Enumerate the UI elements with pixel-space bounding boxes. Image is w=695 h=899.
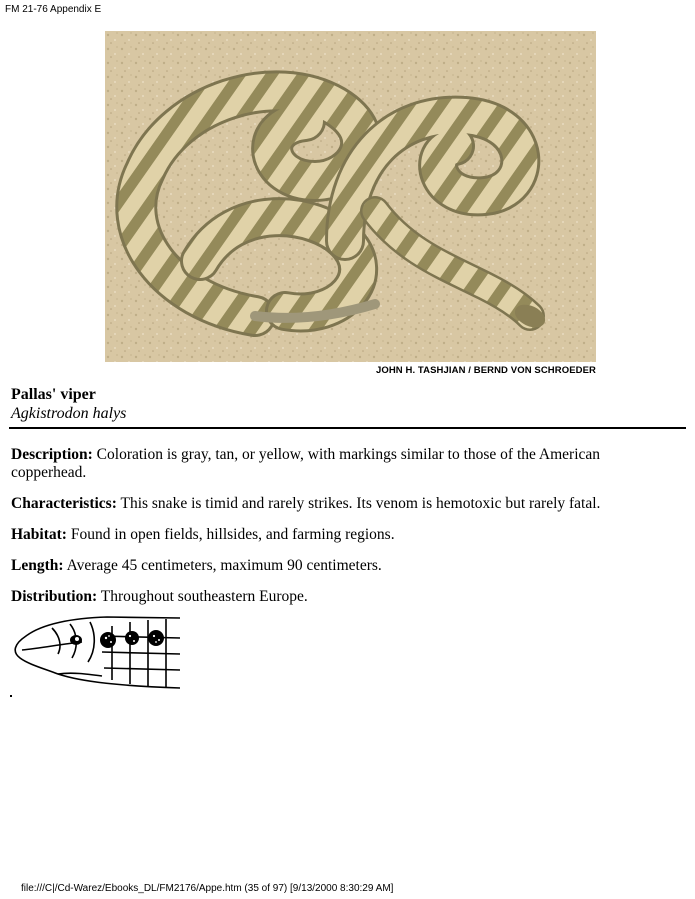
description-text: Coloration is gray, tan, or yellow, with markings similar to those of the American copperhead. (11, 446, 601, 481)
distribution-label: Distribution: (11, 588, 98, 605)
species-details (11, 446, 651, 619)
snake-head-illustration (12, 614, 182, 698)
habitat-text: Found in open fields, hillsides, and farming regions. (66, 526, 395, 543)
document-footer: file:///C|/Cd-Warez/Ebooks_DL/FM2176/Appe.htm (35 of 97) [9/13/2000 8:30:29 AM] (21, 883, 394, 894)
species-title (11, 385, 126, 423)
scientific-name: Agkistrodon halys (11, 405, 127, 422)
stray-mark (10, 695, 12, 697)
photo-credit: JOHN H. TASHJIAN / BERND VON SCHROEDER (375, 365, 596, 376)
common-name: Pallas' viper (11, 386, 96, 403)
distribution-paragraph (11, 588, 651, 606)
snake-photo (105, 31, 596, 362)
distribution-text: Throughout southeastern Europe. (97, 588, 308, 605)
length-paragraph (11, 557, 651, 575)
length-label: Length: (11, 557, 64, 574)
characteristics-text: This snake is timid and rarely strikes. Its venom is hemotoxic but rarely fatal. (116, 495, 601, 512)
characteristics-paragraph (11, 495, 651, 513)
habitat-label: Habitat: (11, 526, 67, 543)
section-divider (9, 427, 686, 429)
description-paragraph (11, 446, 651, 482)
characteristics-label: Characteristics: (11, 495, 117, 512)
document-header: FM 21-76 Appendix E (5, 4, 102, 15)
habitat-paragraph (11, 526, 651, 544)
length-text: Average 45 centimeters, maximum 90 centimeters. (63, 557, 382, 574)
description-label: Description: (11, 446, 93, 463)
